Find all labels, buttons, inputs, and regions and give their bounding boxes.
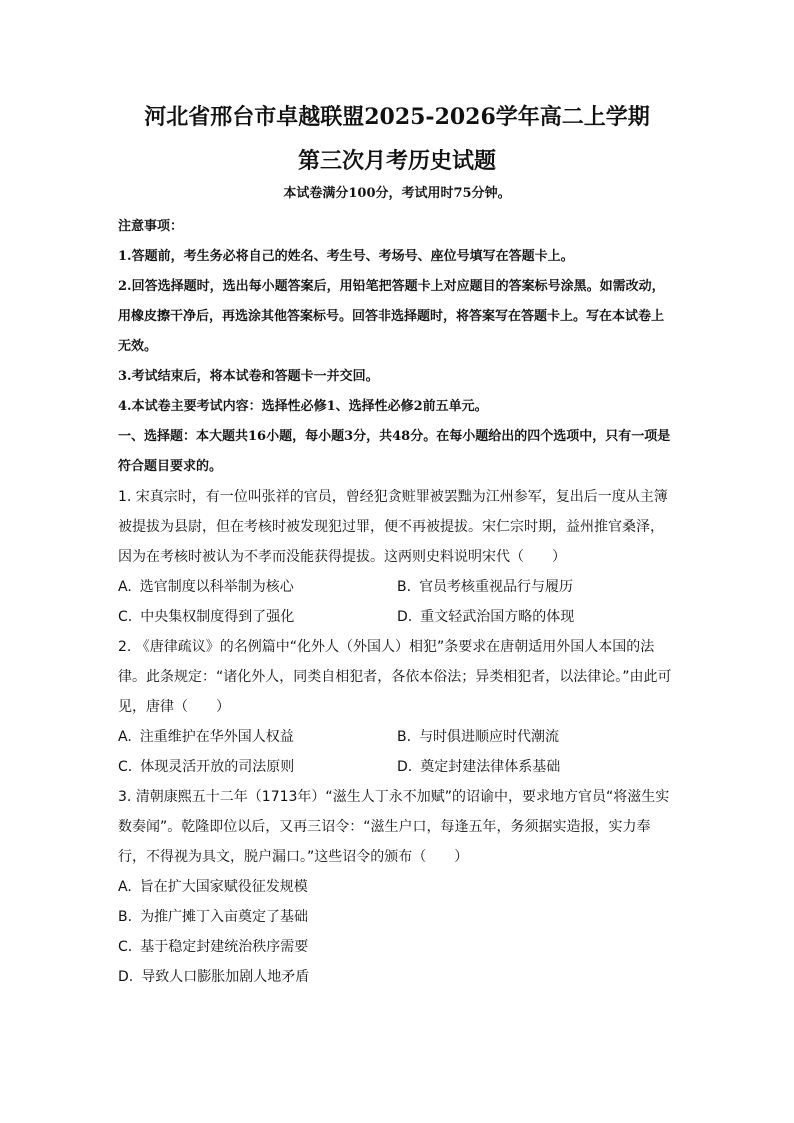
note-item-4: 4.本试卷主要考试内容：选择性必修1、选择性必修2前五单元。 [118,399,488,414]
option-d[interactable] [397,602,676,632]
option-letter: B. [397,579,412,595]
option-letter: D. [397,609,413,625]
question-stem: 2. 《唐律疏议》的名例篇中“化外人（外国人）相犯”条要求在唐朝适用外国人本国的法律。此条规定：“诸化外人，同类自相犯者，各依本俗法；异类相犯者，以法律论。”由此可见，唐律（ ） [118,639,672,715]
option-a[interactable] [118,572,397,602]
question-2 [118,632,676,782]
option-text: 导致人口膨胀加剧人地矛盾 [141,969,310,985]
question-1 [118,482,676,632]
option-text: 基于稳定封建统治秩序需要 [140,939,309,955]
option-c[interactable] [118,602,397,632]
exam-subtitle: 本试卷满分100分，考试用时75分钟。 [283,186,511,201]
option-letter: B. [118,909,133,925]
question-stem: 1. 宋真宗时，有一位叫张祥的官员，曾经犯贪赃罪被罢黜为江州参军，复出后一度从主簿被提拔为县尉，但在考核时被发现犯过罪，便不再被提拔。宋仁宗时期，益州推官桑泽，因为在考核时被认为不孝而没能获得提拔。这两则史料说明宋代（ ） [118,489,668,565]
option-text: 与时俱进顺应时代潮流 [419,729,560,745]
options-list [118,572,676,632]
option-b[interactable] [118,902,676,932]
note-item-1: 1.答题前，考生务必将自己的姓名、考生号、考场号、座位号填写在答题卡上。 [118,249,574,264]
options-list [118,872,676,992]
option-d[interactable] [397,752,676,782]
option-text: 官员考核重视品行与履历 [419,579,574,595]
section-title: 一、选择题：本大题共16小题，每小题3分，共48分。在每小题给出的四个选项中，只有一项是符合题目要求的。 [118,429,671,474]
option-text: 选官制度以科举制为核心 [139,579,294,595]
option-text: 体现灵活开放的司法原则 [140,759,295,775]
option-a[interactable] [118,722,397,752]
exam-title-line1: 河北省邢台市卓越联盟2025-2026学年高二上学期 [144,104,650,130]
option-text: 奠定封建法律体系基础 [420,759,561,775]
option-letter: D. [397,759,413,775]
option-text: 为推广摊丁入亩奠定了基础 [140,909,309,925]
options-list [118,722,676,782]
option-letter: C. [118,939,133,955]
option-c[interactable] [118,932,676,962]
notes-heading: 注意事项： [118,219,184,234]
option-letter: B. [397,729,412,745]
notes-block [118,212,676,422]
option-text: 注重维护在华外国人权益 [139,729,294,745]
question-3 [118,782,676,992]
option-d[interactable] [118,962,676,992]
option-letter: A. [118,729,132,745]
option-b[interactable] [397,572,676,602]
option-c[interactable] [118,752,397,782]
note-item-3: 3.考试结束后，将本试卷和答题卡一并交回。 [118,369,379,384]
note-item-2: 2.回答选择题时，选出每小题答案后，用铅笔把答题卡上对应题目的答案标号涂黑。如需改动，用橡皮擦干净后，再选涂其他答案标号。回答非选择题时，将答案写在答题卡上。写在本试卷上无效。 [118,279,665,354]
option-text: 旨在扩大国家赋役征发规模 [139,879,308,895]
option-letter: A. [118,579,132,595]
option-text: 重文轻武治国方略的体现 [420,609,575,625]
option-letter: D. [118,969,134,985]
option-a[interactable] [118,872,676,902]
option-letter: A. [118,879,132,895]
option-letter: C. [118,609,133,625]
question-stem: 3. 清朝康熙五十二年（1713年）“滋生人丁永不加赋”的诏谕中，要求地方官员“将滋生实数奏闻”。乾隆即位以后，又再三诏令：“滋生户口，每逢五年，务须据实造报，实力奉行，不得视为具文，脱户漏口。”这些诏令的颁布（ ） [118,789,670,865]
option-b[interactable] [397,722,676,752]
option-text: 中央集权制度得到了强化 [140,609,295,625]
option-letter: C. [118,759,133,775]
exam-title-line2: 第三次月考历史试题 [297,148,496,174]
